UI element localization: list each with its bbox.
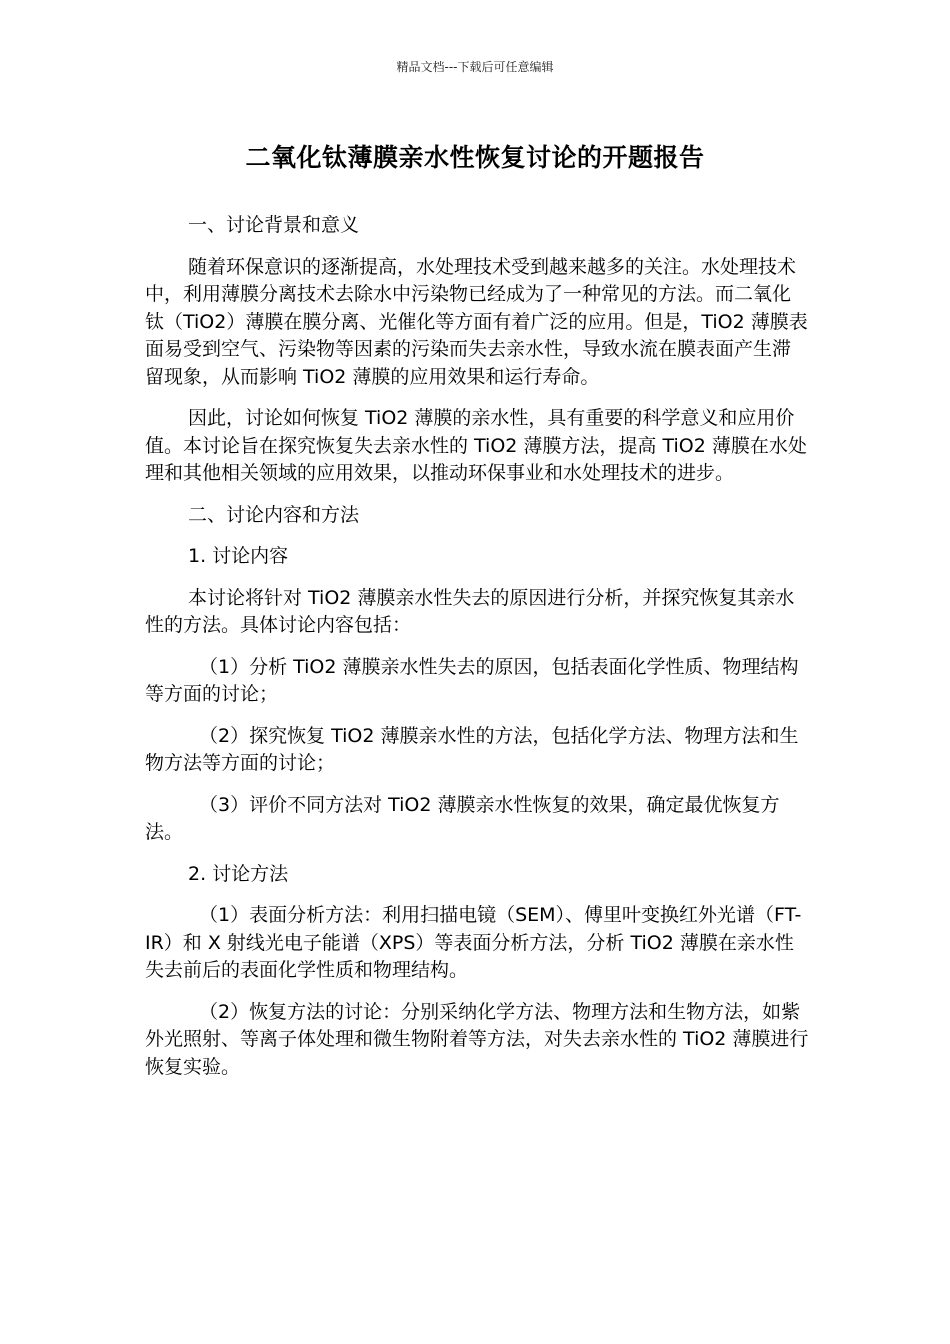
subheading-content: 1. 讨论内容 <box>188 545 289 567</box>
paragraph-content-intro: 本讨论将针对 TiO2 薄膜亲水性失去的原因进行分析，并探究恢复其亲水性的方法。具体讨论内容包括： <box>145 586 795 636</box>
list-item-content-3: （3）评价不同方法对 TiO2 薄膜亲水性恢复的效果，确定最优恢复方法。 <box>145 793 780 843</box>
subheading-method: 2. 讨论方法 <box>188 862 289 885</box>
document-title: 二氧化钛薄膜亲水性恢复讨论的开题报告 <box>245 143 705 172</box>
paragraph-significance: 因此，讨论如何恢复 TiO2 薄膜的亲水性，具有重要的科学意义和应用价值。本讨论旨在探究恢复失去亲水性的 TiO2 薄膜方法，提高 TiO2 薄膜在水处理和其他相关领域的应用效果，以推动环保事业和水处理技术的进步。 <box>145 407 807 484</box>
document-body <box>145 212 809 1095</box>
paragraph-background: 随着环保意识的逐渐提高，水处理技术受到越来越多的关注。水处理技术中，利用薄膜分离技术去除水中污染物已经成为了一种常见的方法。而二氧化钛（TiO2）薄膜在膜分离、光催化等方面有着广泛的应用。但是，TiO2 薄膜表面易受到空气、污染物等因素的污染而失去亲水性，导致水流在膜表面产生滞留现象，从而影响 TiO2 薄膜的应用效果和运行寿命。 <box>145 255 808 388</box>
list-item-content-2: （2）探究恢复 TiO2 薄膜亲水性的方法，包括化学方法、物理方法和生物方法等方面的讨论； <box>145 724 799 774</box>
list-item-method-2: （2）恢复方法的讨论：分别采纳化学方法、物理方法和生物方法，如紫外光照射、等离子体处理和微生物附着等方法，对失去亲水性的 TiO2 薄膜进行恢复实验。 <box>145 1000 809 1078</box>
list-item-content-1: （1）分析 TiO2 薄膜亲水性失去的原因，包括表面化学性质、物理结构等方面的讨论； <box>145 655 799 705</box>
list-item-method-1: （1）表面分析方法：利用扫描电镜（SEM）、傅里叶变换红外光谱（FT-IR）和 X 射线光电子能谱（XPS）等表面分析方法，分析 TiO2 薄膜在亲水性失去前后的表面化学性质和物理结构。 <box>145 904 802 981</box>
page-header: 精品文档---下载后可任意编辑 <box>396 60 554 74</box>
section-heading-content-method: 二、讨论内容和方法 <box>188 503 360 526</box>
section-heading-background: 一、讨论背景和意义 <box>188 214 360 236</box>
